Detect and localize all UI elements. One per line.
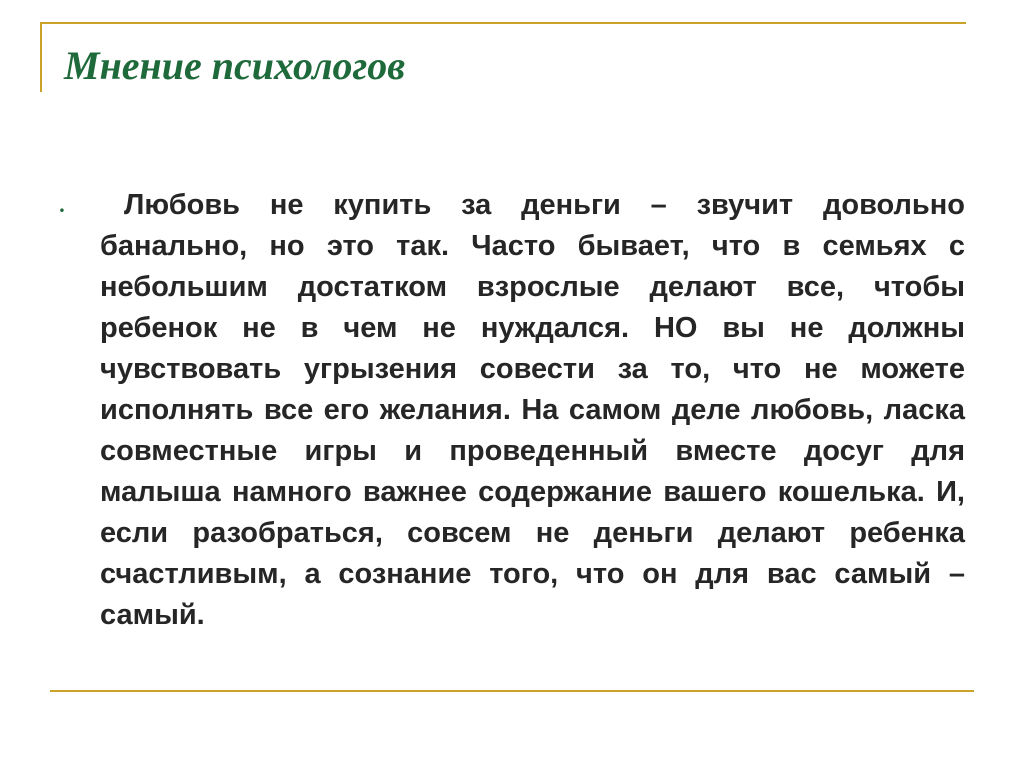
left-divider <box>40 22 42 92</box>
bottom-divider <box>50 690 974 692</box>
bullet-marker: . <box>60 192 66 217</box>
body-block <box>60 185 965 636</box>
body-paragraph: Любовь не купить за деньги – звучит довольно банально, но это так. Часто бывает, что в семьях с небольшим достатком взрослые делают все, чтобы ребенок не в чем не нуждался. НО вы не должны чувствовать угрызения совести за то, что не можете исполнять все его желания. На самом деле любовь, ласка совместные игры и проведенный вместе досуг для малыша намного важнее содержание вашего кошелька. И, если разобраться, совсем не деньги делают ребенка счастливым, а сознание того, что он для вас самый – самый. <box>100 189 965 631</box>
top-divider <box>40 22 966 24</box>
slide-title: Мнение психологов <box>64 43 406 88</box>
